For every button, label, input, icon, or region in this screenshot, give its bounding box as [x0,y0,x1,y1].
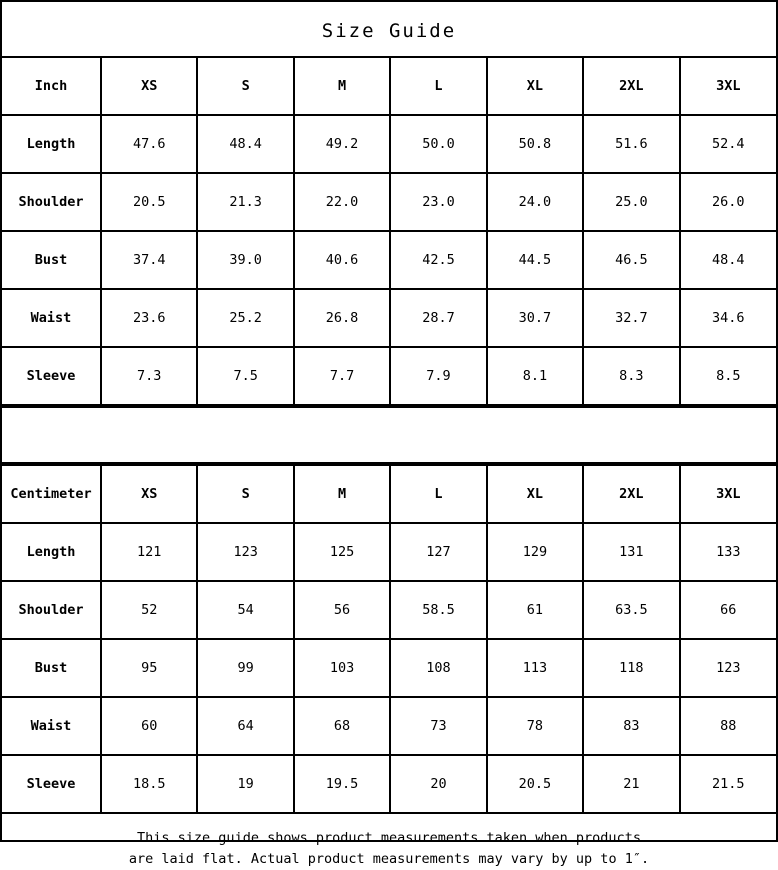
cell-waist-m: 26.8 [294,289,390,347]
inch-size-table [2,56,776,406]
centimeter-size-table [2,464,776,814]
cell-length-m: 125 [294,523,390,581]
cell-shoulder-3xl: 26.0 [680,173,776,231]
cell-sleeve-2xl: 8.3 [583,347,679,405]
table-separator [2,406,776,464]
footer-note-line2: are laid flat. Actual product measurements may vary by up to 1″. [128,851,650,867]
cell-shoulder-xl: 24.0 [487,173,583,231]
cell-waist-l: 28.7 [390,289,486,347]
cell-length-xs: 47.6 [101,115,197,173]
cell-shoulder-xs: 52 [101,581,197,639]
cell-bust-l: 42.5 [390,231,486,289]
size-header-s: S [197,465,293,523]
cell-bust-m: 40.6 [294,231,390,289]
cell-shoulder-3xl: 66 [680,581,776,639]
cell-waist-m: 68 [294,697,390,755]
row-label-sleeve: Sleeve [2,755,101,813]
table-row [2,639,776,697]
cell-bust-xl: 113 [487,639,583,697]
cell-sleeve-m: 7.7 [294,347,390,405]
cell-length-s: 123 [197,523,293,581]
cell-shoulder-l: 58.5 [390,581,486,639]
cell-bust-m: 103 [294,639,390,697]
row-label-shoulder: Shoulder [2,173,101,231]
cell-waist-s: 64 [197,697,293,755]
cell-bust-s: 99 [197,639,293,697]
size-header-xl: XL [487,57,583,115]
cell-length-xl: 50.8 [487,115,583,173]
table-row [2,173,776,231]
size-header-s: S [197,57,293,115]
row-label-sleeve: Sleeve [2,347,101,405]
size-header-l: L [390,465,486,523]
cell-sleeve-xs: 7.3 [101,347,197,405]
cell-length-m: 49.2 [294,115,390,173]
footer-note [2,814,776,870]
cell-length-2xl: 131 [583,523,679,581]
table-row [2,347,776,405]
cell-sleeve-l: 7.9 [390,347,486,405]
cell-bust-xl: 44.5 [487,231,583,289]
cell-waist-l: 73 [390,697,486,755]
table-row [2,581,776,639]
cell-bust-2xl: 46.5 [583,231,679,289]
cell-sleeve-s: 7.5 [197,347,293,405]
cell-bust-xs: 37.4 [101,231,197,289]
row-label-bust: Bust [2,231,101,289]
cell-bust-3xl: 123 [680,639,776,697]
size-header-xs: XS [101,465,197,523]
cell-shoulder-s: 21.3 [197,173,293,231]
cell-shoulder-xl: 61 [487,581,583,639]
cell-bust-2xl: 118 [583,639,679,697]
footer-note-line1: This size guide shows product measurements taken when products [137,830,641,846]
cell-length-3xl: 133 [680,523,776,581]
cell-sleeve-3xl: 8.5 [680,347,776,405]
cell-bust-3xl: 48.4 [680,231,776,289]
cell-length-3xl: 52.4 [680,115,776,173]
cell-waist-xs: 23.6 [101,289,197,347]
size-header-l: L [390,57,486,115]
cell-sleeve-l: 20 [390,755,486,813]
cell-sleeve-2xl: 21 [583,755,679,813]
row-label-length: Length [2,115,101,173]
cell-shoulder-l: 23.0 [390,173,486,231]
table-row [2,231,776,289]
cell-shoulder-2xl: 25.0 [583,173,679,231]
unit-header-centimeter: Centimeter [2,465,101,523]
size-header-xs: XS [101,57,197,115]
table-row [2,115,776,173]
cell-waist-xl: 30.7 [487,289,583,347]
size-header-2xl: 2XL [583,465,679,523]
row-label-length: Length [2,523,101,581]
cell-waist-xs: 60 [101,697,197,755]
size-header-2xl: 2XL [583,57,679,115]
cell-waist-2xl: 32.7 [583,289,679,347]
cell-length-s: 48.4 [197,115,293,173]
cell-shoulder-xs: 20.5 [101,173,197,231]
table-header-row [2,465,776,523]
cell-shoulder-2xl: 63.5 [583,581,679,639]
cell-bust-xs: 95 [101,639,197,697]
row-label-waist: Waist [2,697,101,755]
cell-sleeve-m: 19.5 [294,755,390,813]
cell-waist-s: 25.2 [197,289,293,347]
size-header-m: M [294,465,390,523]
cell-sleeve-3xl: 21.5 [680,755,776,813]
cell-length-xs: 121 [101,523,197,581]
cell-length-xl: 129 [487,523,583,581]
table-row [2,289,776,347]
cell-bust-s: 39.0 [197,231,293,289]
cell-shoulder-m: 22.0 [294,173,390,231]
cell-waist-3xl: 88 [680,697,776,755]
table-row [2,697,776,755]
cell-shoulder-s: 54 [197,581,293,639]
cell-length-l: 50.0 [390,115,486,173]
page-title: Size Guide [321,20,457,42]
table-row [2,523,776,581]
cell-bust-l: 108 [390,639,486,697]
row-label-bust: Bust [2,639,101,697]
size-header-xl: XL [487,465,583,523]
table-header-row [2,57,776,115]
table-row [2,755,776,813]
cell-sleeve-s: 19 [197,755,293,813]
cell-waist-3xl: 34.6 [680,289,776,347]
cell-length-2xl: 51.6 [583,115,679,173]
cell-sleeve-xl: 20.5 [487,755,583,813]
size-header-m: M [294,57,390,115]
cell-sleeve-xs: 18.5 [101,755,197,813]
row-label-shoulder: Shoulder [2,581,101,639]
cell-waist-2xl: 83 [583,697,679,755]
cell-waist-xl: 78 [487,697,583,755]
cell-shoulder-m: 56 [294,581,390,639]
size-header-3xl: 3XL [680,57,776,115]
cell-length-l: 127 [390,523,486,581]
unit-header-inch: Inch [2,57,101,115]
size-header-3xl: 3XL [680,465,776,523]
cell-sleeve-xl: 8.1 [487,347,583,405]
row-label-waist: Waist [2,289,101,347]
